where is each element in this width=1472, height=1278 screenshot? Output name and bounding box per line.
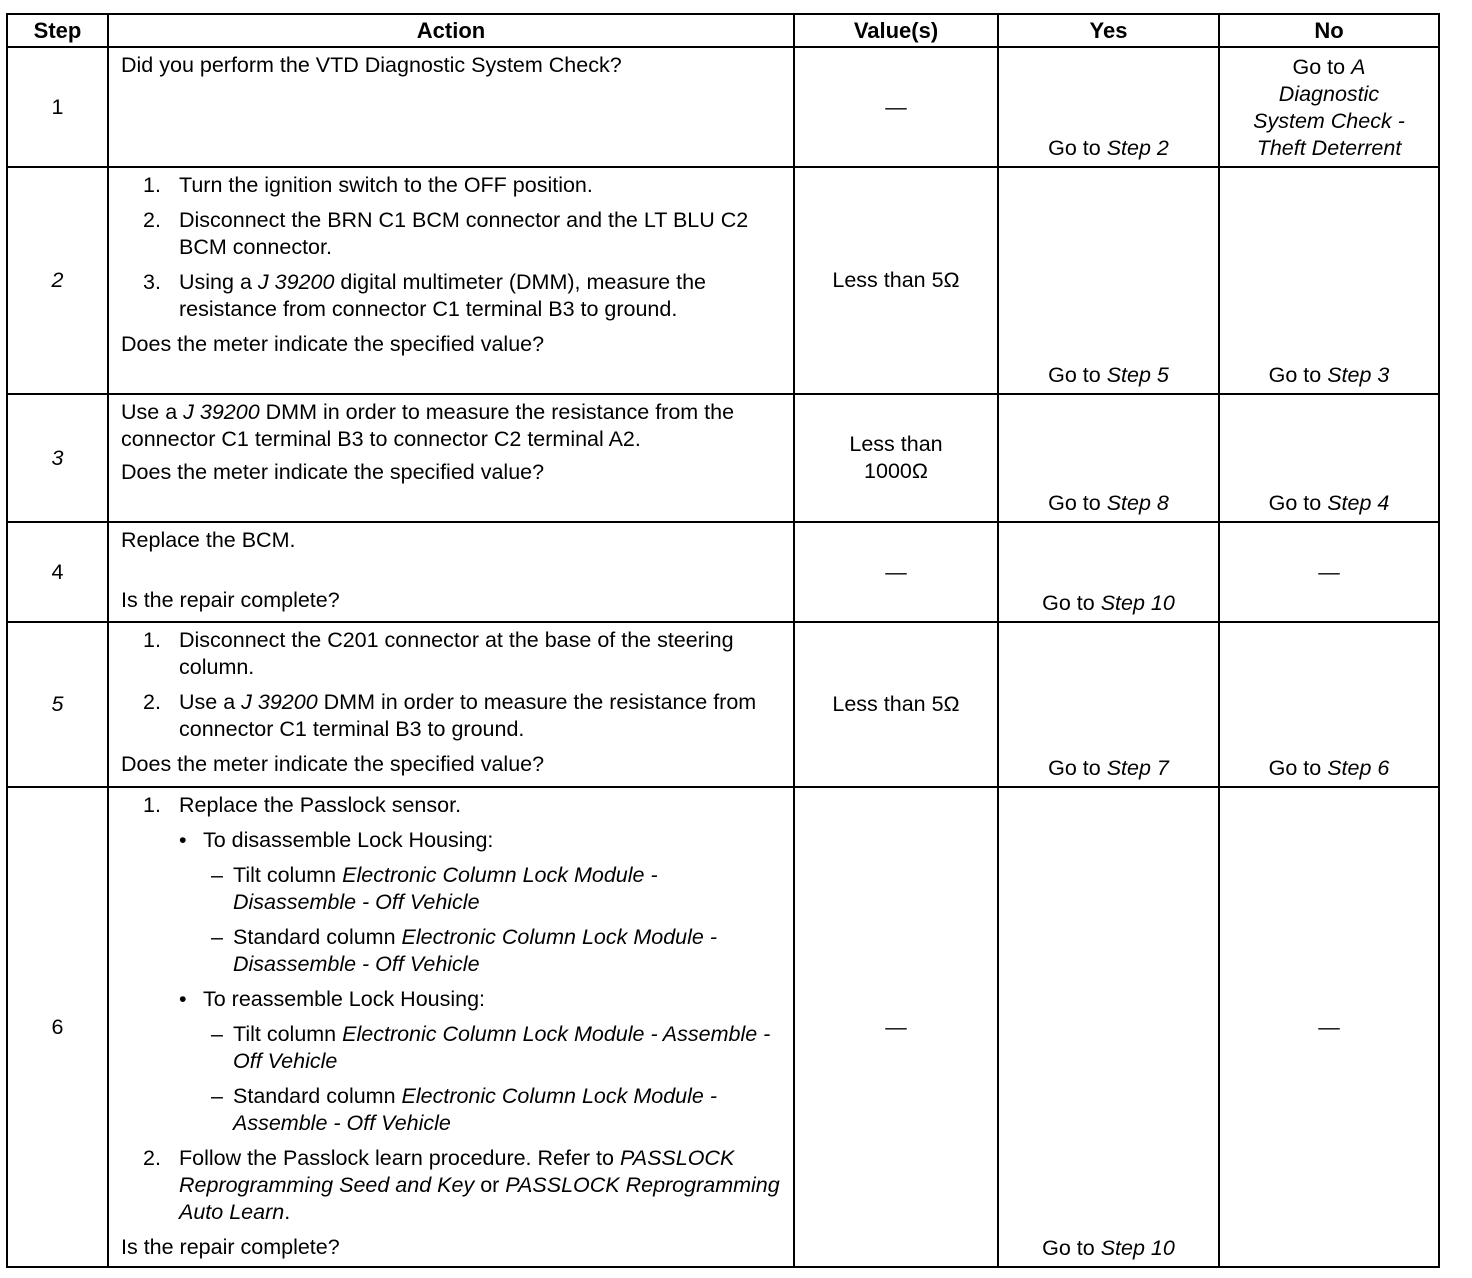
procedure-link[interactable]: Electronic Column Lock Module - Disassemble - Off Vehicle (233, 863, 658, 914)
header-action: Action (108, 14, 794, 47)
action-text: Use a J 39200 DMM in order to measure the resistance from the connector C1 terminal B3 to connector C2 terminal A2. (121, 400, 735, 451)
procedure-link[interactable]: Electronic Column Lock Module - Disassemble - Off Vehicle (233, 925, 717, 976)
numbered-item: 1. Turn the ignition switch to the OFF position. (143, 173, 593, 197)
header-yes: Yes (998, 14, 1219, 47)
yes-step-link[interactable]: Step 5 (1106, 363, 1169, 387)
value-cell: Less than 5Ω (794, 622, 998, 787)
procedure-link[interactable]: Electronic Column Lock Module - Assemble - Off Vehicle (233, 1022, 771, 1073)
question-text: Is the repair complete? (121, 588, 340, 612)
no-cell: Go to A Diagnostic System Check - Theft Deterrent (1219, 47, 1439, 167)
numbered-item: 1. Disconnect the C201 connector at the base of the steering column. (143, 628, 734, 679)
no-step-link[interactable]: Step 6 (1327, 756, 1390, 780)
table-row-step-3 (7, 394, 1439, 522)
no-cell: — (1219, 787, 1439, 1267)
no-link-part[interactable]: System Check - (1253, 109, 1405, 133)
numbered-item: 2. Follow the Passlock learn procedure. Refer to PASSLOCK Reprogramming Seed and Key or PASSLOCK Reprogramming Auto Learn. (143, 1146, 780, 1224)
yes-step-link[interactable]: Step 8 (1106, 491, 1169, 515)
table-row-step-4 (7, 522, 1439, 622)
yes-cell: Go to Step 2 (998, 47, 1219, 167)
value-cell: Less than 5Ω (794, 167, 998, 394)
question-text: Does the meter indicate the specified value? (121, 332, 545, 356)
procedure-link[interactable]: PASSLOCK Reprogramming Auto Learn (179, 1173, 780, 1224)
yes-cell: Go to Step 5 (998, 167, 1219, 394)
no-step-link[interactable]: Step 4 (1327, 491, 1390, 515)
yes-cell: Go to Step 8 (998, 394, 1219, 522)
step-number: 2 (7, 167, 108, 394)
question-text: Does the meter indicate the specified value? (121, 752, 545, 776)
step-number: 6 (7, 787, 108, 1267)
action-text: Did you perform the VTD Diagnostic System Check? (121, 53, 622, 77)
diagnostic-table (6, 13, 1440, 1268)
numbered-item: 2. Use a J 39200 DMM in order to measure the resistance from connector C1 terminal B3 to ground. (143, 690, 757, 741)
table-row-step-1 (7, 47, 1439, 167)
action-text: Replace the BCM. (121, 528, 296, 552)
action-cell (108, 394, 794, 522)
dash-item: – Standard column Electronic Column Lock Module - Disassemble - Off Vehicle (211, 925, 717, 976)
no-link-part[interactable]: A (1351, 55, 1366, 79)
step-number: 4 (7, 522, 108, 622)
dash-item: – Tilt column Electronic Column Lock Module - Disassemble - Off Vehicle (211, 863, 658, 914)
tool-name: J 39200 (183, 400, 260, 424)
table-row-step-6 (7, 787, 1439, 1267)
action-cell (108, 167, 794, 394)
no-link-part[interactable]: Diagnostic (1278, 82, 1380, 106)
no-cell: Go to Step 3 (1219, 167, 1439, 394)
step-number: 1 (7, 47, 108, 167)
yes-step-link[interactable]: Step 2 (1106, 136, 1169, 160)
header-step: Step (7, 14, 108, 47)
action-cell (108, 787, 794, 1267)
step-number: 5 (7, 622, 108, 787)
tool-name: J 39200 (257, 270, 335, 294)
action-cell (108, 47, 794, 167)
bullet-item: • To disassemble Lock Housing: (179, 828, 494, 852)
numbered-item: 1. Replace the Passlock sensor. (143, 793, 462, 817)
procedure-link[interactable]: Electronic Column Lock Module - Assemble - Off Vehicle (233, 1084, 717, 1135)
value-cell: — (794, 522, 998, 622)
value-cell: — (794, 787, 998, 1267)
numbered-item: 2. Disconnect the BRN C1 BCM connector and the LT BLU C2 BCM connector. (143, 208, 749, 259)
yes-step-link[interactable]: Step 10 (1100, 591, 1175, 615)
no-step-link[interactable]: Step 3 (1327, 363, 1390, 387)
yes-step-link[interactable]: Step 10 (1100, 1236, 1175, 1260)
action-cell (108, 622, 794, 787)
tool-name: J 39200 (241, 690, 318, 714)
no-link-part[interactable]: Theft Deterrent (1256, 136, 1402, 160)
dash-item: – Tilt column Electronic Column Lock Module - Assemble - Off Vehicle (211, 1022, 771, 1073)
yes-step-link[interactable]: Step 7 (1106, 756, 1169, 780)
value-cell: Less than 1000Ω (794, 394, 998, 522)
no-cell: — (1219, 522, 1439, 622)
question-text: Does the meter indicate the specified value? (121, 460, 545, 484)
table-row-step-2 (7, 167, 1439, 394)
no-cell: Go to Step 4 (1219, 394, 1439, 522)
table-row-step-5 (7, 622, 1439, 787)
numbered-item: 3. Using a J 39200 digital multimeter (DMM), measure the resistance from connector C1 terminal B3 to ground. (143, 270, 706, 321)
header-row (7, 14, 1439, 47)
yes-cell: Go to Step 7 (998, 622, 1219, 787)
bullet-item: • To reassemble Lock Housing: (179, 987, 486, 1011)
header-values: Value(s) (794, 14, 998, 47)
step-number: 3 (7, 394, 108, 522)
yes-cell: Go to Step 10 (998, 522, 1219, 622)
yes-cell: Go to Step 10 (998, 787, 1219, 1267)
no-cell: Go to Step 6 (1219, 622, 1439, 787)
dash-item: – Standard column Electronic Column Lock Module - Assemble - Off Vehicle (211, 1084, 717, 1135)
action-cell (108, 522, 794, 622)
procedure-link[interactable]: PASSLOCK Reprogramming Seed and Key (179, 1146, 735, 1197)
header-no: No (1219, 14, 1439, 47)
value-cell: — (794, 47, 998, 167)
question-text: Is the repair complete? (121, 1235, 340, 1259)
